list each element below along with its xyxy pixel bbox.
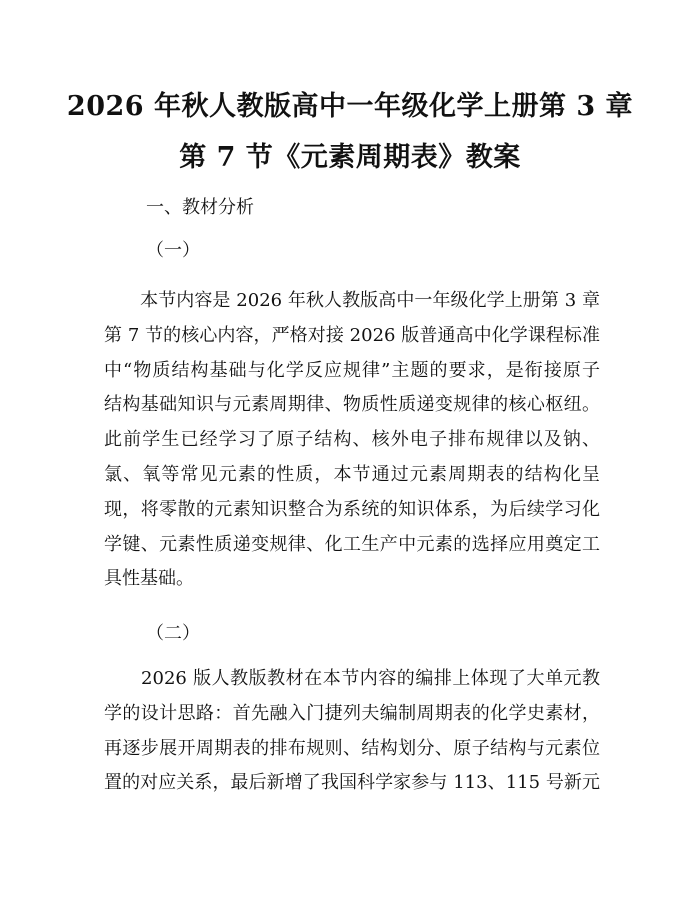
paragraph-line: 此前学生已经学习了原子结构、核外电子排布规律以及钠、: [104, 429, 600, 451]
subsection-heading-2: （二）: [146, 623, 200, 644]
subsection-heading-1: （一）: [146, 240, 200, 261]
document-title-line-1: 2026 年秋人教版高中一年级化学上册第 3 章: [66, 91, 634, 122]
paragraph-line: 再逐步展开周期表的排布规则、结构划分、原子结构与元素位: [104, 737, 600, 759]
paragraph-line: 氯、氧等常见元素的性质，本节通过元素周期表的结构化呈: [104, 463, 600, 485]
paragraph-line: 第 7 节的核心内容，严格对接 2026 版普通高中化学课程标准: [104, 324, 600, 346]
paragraph-line: 学键、元素性质递变规律、化工生产中元素的选择应用奠定工: [104, 533, 600, 555]
paragraph-2: [104, 662, 600, 801]
paragraph-line: 学的设计思路：首先融入门捷列夫编制周期表的化学史素材，: [104, 702, 600, 724]
paragraph-line: 结构基础知识与元素周期律、物质性质递变规律的核心枢纽。: [104, 394, 600, 416]
paragraph-1: [104, 284, 600, 597]
section-heading-textbook-analysis: 一、教材分析: [146, 197, 254, 218]
paragraph-line: 本节内容是 2026 年秋人教版高中一年级化学上册第 3 章: [104, 290, 600, 311]
paragraph-line: 中“物质结构基础与化学反应规律”主题的要求，是衔接原子: [104, 359, 600, 381]
paragraph-line: 置的对应关系，最后新增了我国科学家参与 113、115 号新元: [104, 772, 600, 794]
paragraph-line: 2026 版人教版教材在本节内容的编排上体现了大单元教: [104, 668, 600, 689]
paragraph-line: 现，将零散的元素知识整合为系统的知识体系，为后续学习化: [104, 498, 600, 520]
paragraph-line: 具性基础。: [104, 568, 194, 590]
document-title-line-2: 第 7 节《元素周期表》教案: [179, 142, 521, 173]
